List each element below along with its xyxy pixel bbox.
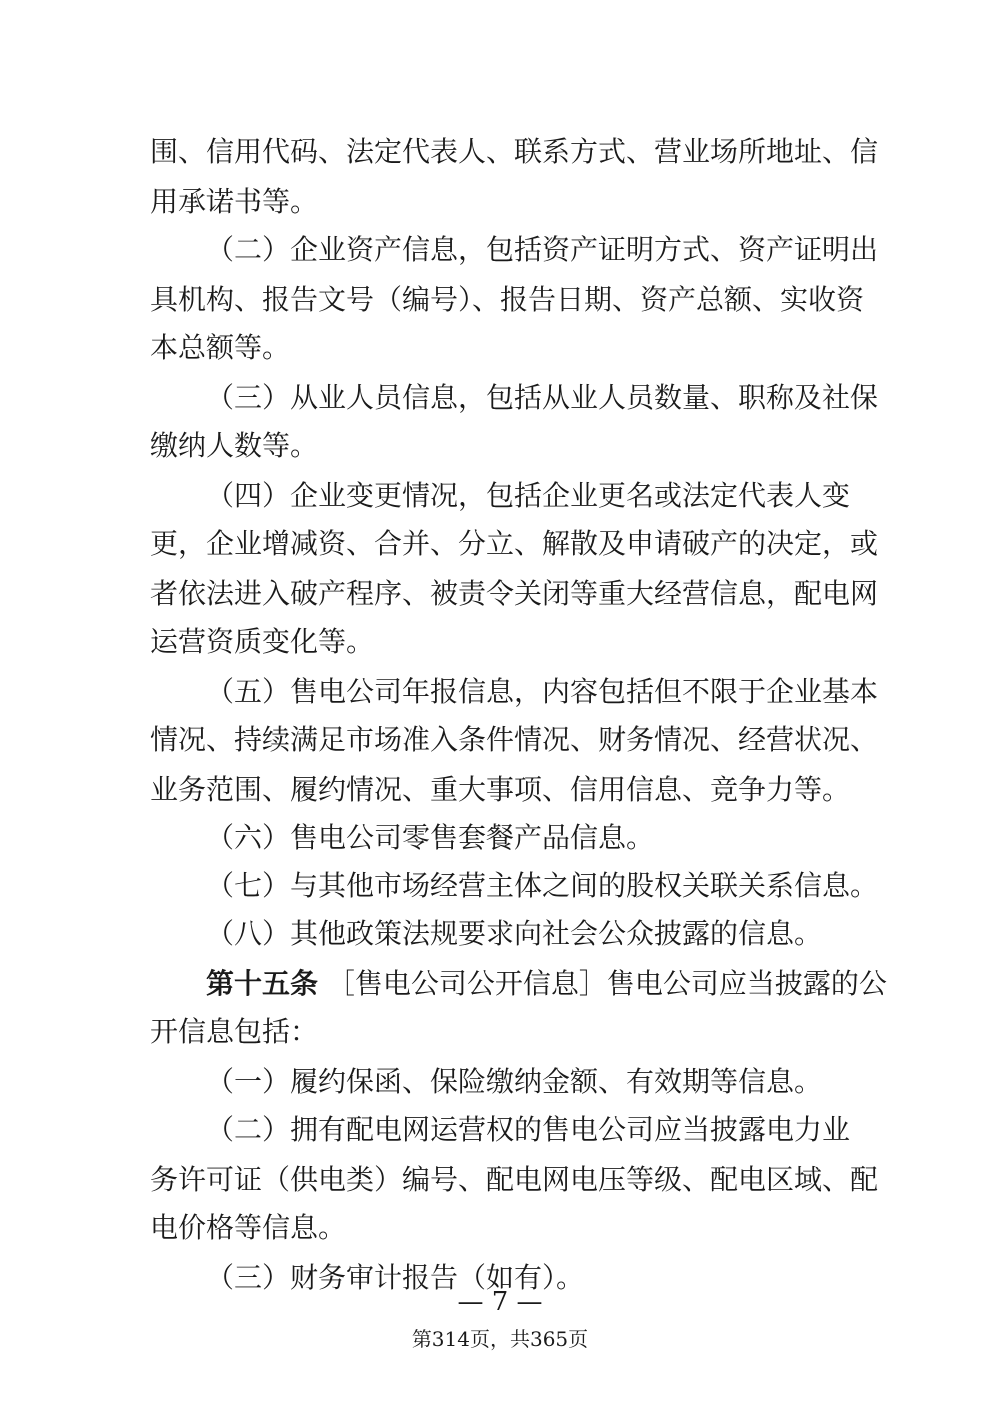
paragraph-line: （七）与其他市场经营主体之间的股权关联关系信息。 [206, 869, 879, 902]
paragraph-line: （八）其他政策法规要求向社会公众披露的信息。 [206, 917, 823, 950]
paragraph-line: 者依法进入破产程序、被责令关闭等重大经营信息，配电网 [150, 577, 879, 610]
article-heading-line [206, 964, 887, 1004]
paragraph-line: （一）履约保函、保险缴纳金额、有效期等信息。 [206, 1065, 823, 1098]
paragraph-line: 开信息包括： [150, 1015, 319, 1048]
paragraph-line: 本总额等。 [150, 331, 291, 364]
article-number: 第十五条 [206, 967, 319, 1000]
paragraph-line: （三）财务审计报告（如有）。 [206, 1261, 585, 1294]
paragraph-line: 运营资质变化等。 [150, 625, 375, 658]
paragraph-line: 情况、持续满足市场准入条件情况、财务情况、经营状况、 [150, 723, 879, 756]
paragraph-line: （三）从业人员信息，包括从业人员数量、职称及社保 [206, 381, 879, 414]
paragraph-line: （五）售电公司年报信息，内容包括但不限于企业基本 [206, 675, 879, 708]
paragraph-line: （二）拥有配电网运营权的售电公司应当披露电力业 [206, 1113, 851, 1146]
paragraph-line: （六）售电公司零售套餐产品信息。 [206, 821, 655, 854]
page-number: — 7 — [457, 1287, 543, 1317]
page-footer: 第314页，共365页 [411, 1327, 589, 1351]
paragraph-line: （二）企业资产信息，包括资产证明方式、资产证明出 [206, 233, 879, 266]
paragraph-line: 业务范围、履约情况、重大事项、信用信息、竞争力等。 [150, 773, 851, 806]
article-heading-text: ［售电公司公开信息］售电公司应当披露的公 [326, 967, 887, 1000]
paragraph-line: 电价格等信息。 [150, 1211, 347, 1244]
paragraph-line: 缴纳人数等。 [150, 429, 319, 462]
paragraph-line: 围、信用代码、法定代表人、联系方式、营业场所地址、信 [150, 135, 879, 168]
paragraph-line: 更，企业增减资、合并、分立、解散及申请破产的决定，或 [150, 527, 879, 560]
paragraph-line: （四）企业变更情况，包括企业更名或法定代表人变 [206, 479, 851, 512]
paragraph-line: 务许可证（供电类）编号、配电网电压等级、配电区域、配 [150, 1163, 879, 1196]
paragraph-line: 用承诺书等。 [150, 185, 319, 218]
paragraph-line: 具机构、报告文号（编号）、报告日期、资产总额、实收资 [150, 283, 865, 316]
